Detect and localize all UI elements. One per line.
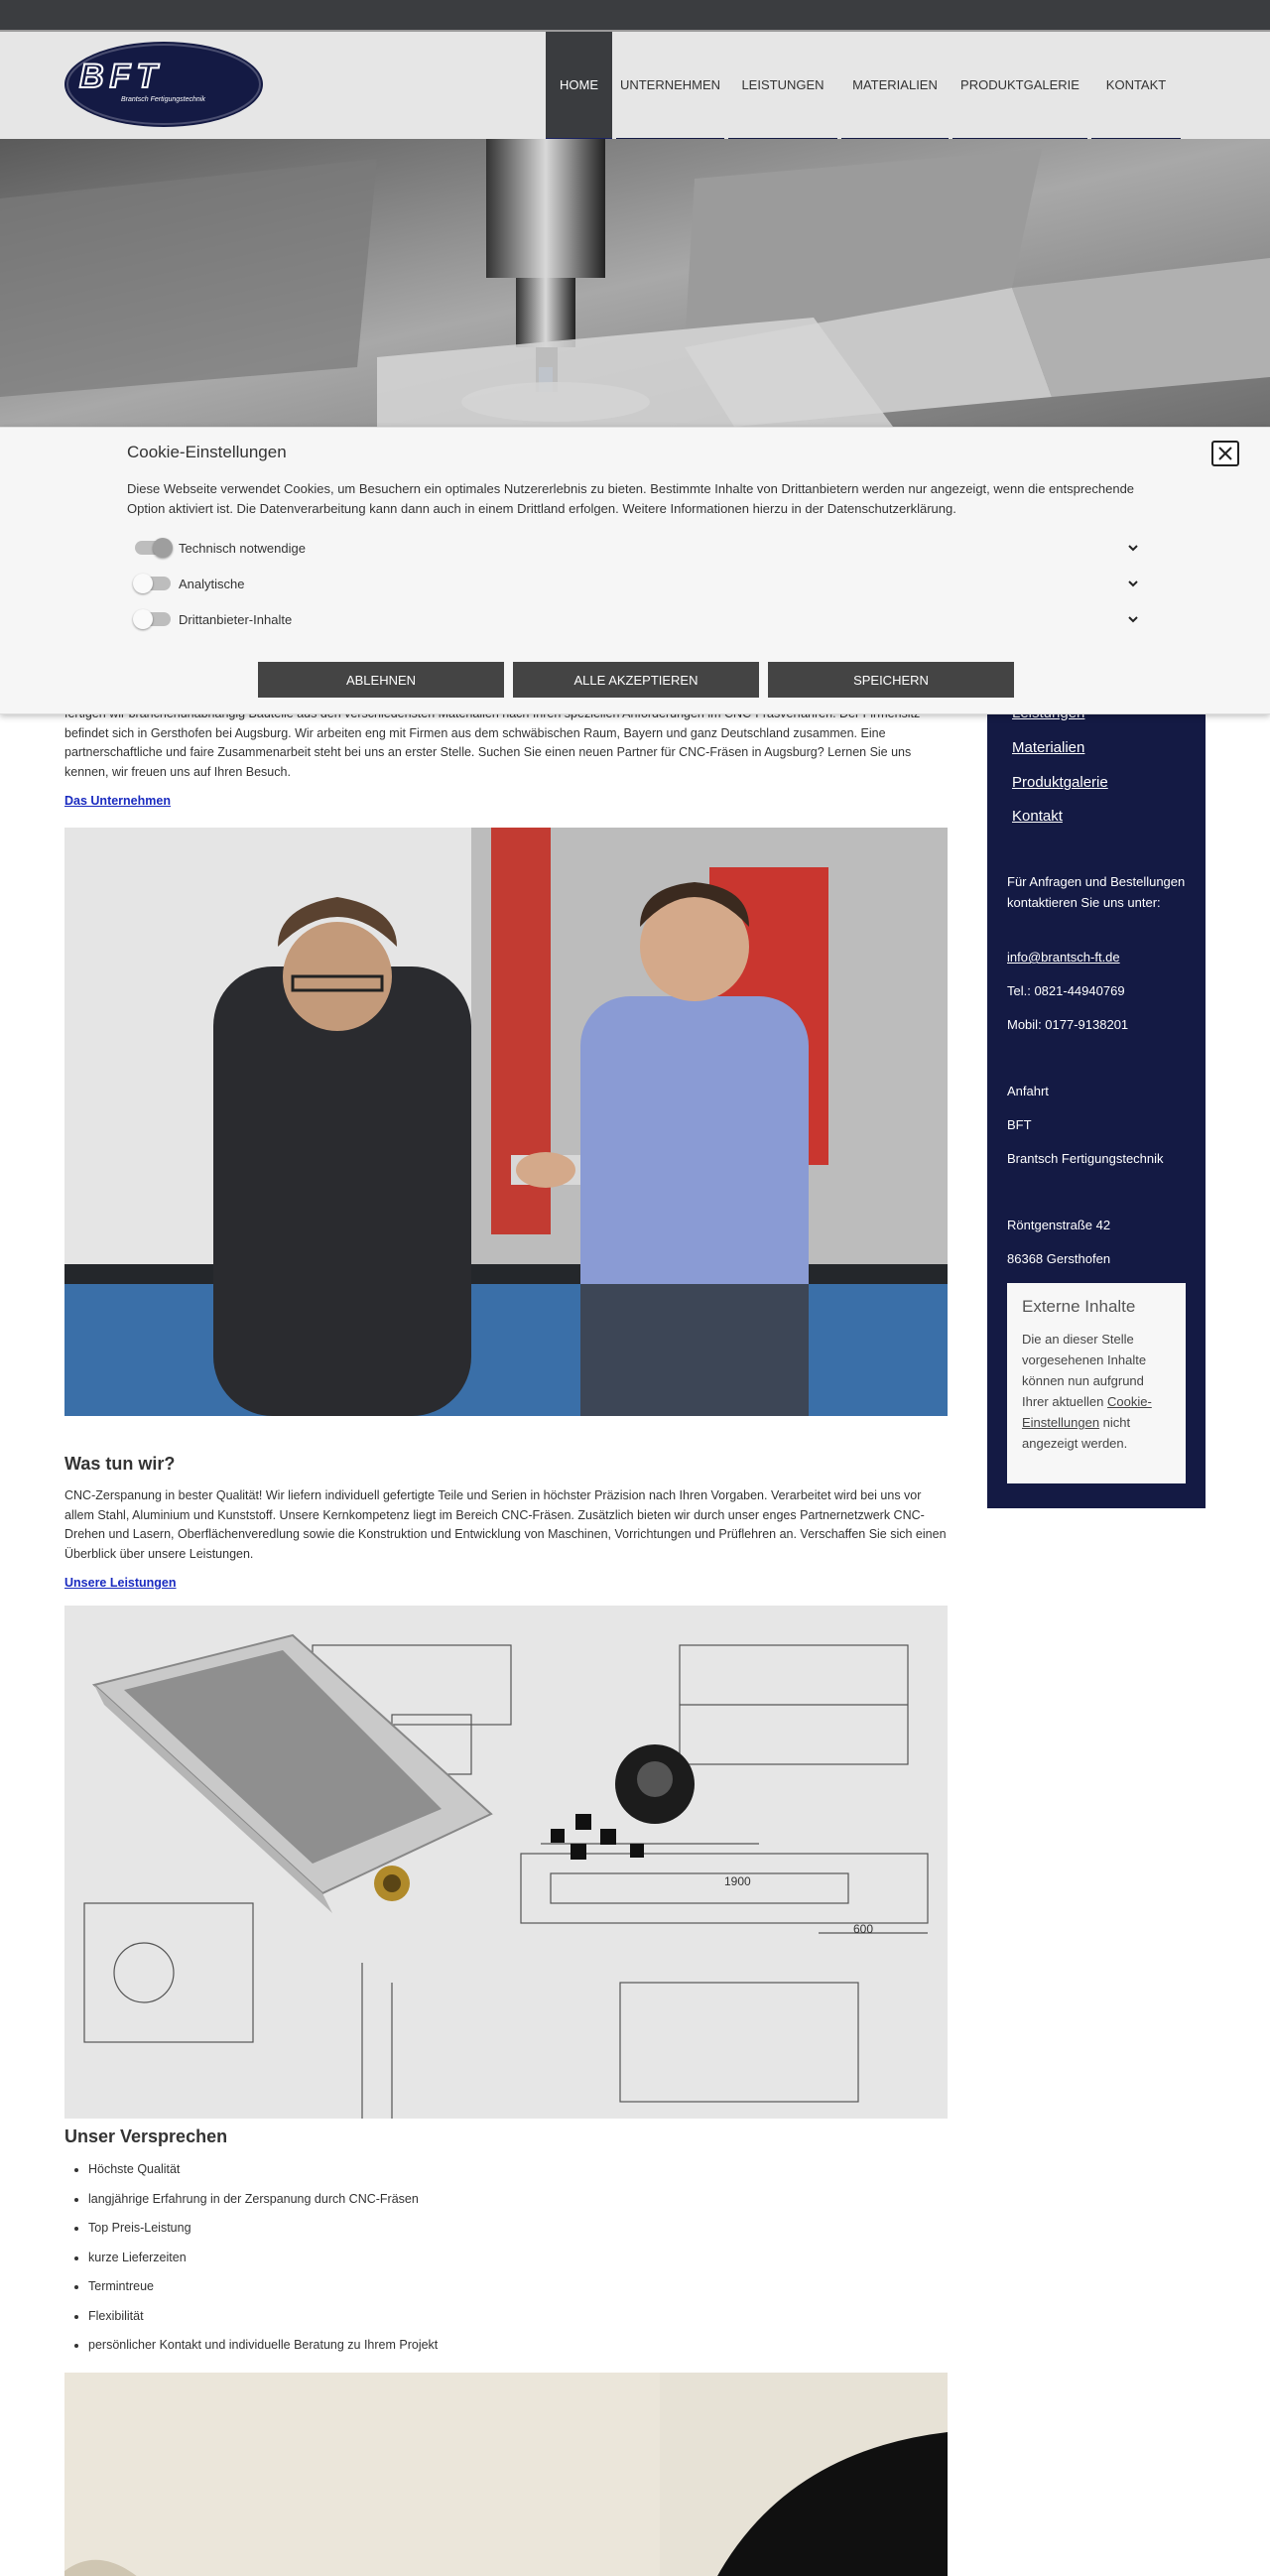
cookie-settings-link[interactable]: Cookie-Einstellungen: [1022, 1394, 1152, 1430]
nav-kontakt[interactable]: KONTAKT: [1091, 32, 1181, 141]
list-item: • Höchste Qualität: [88, 2155, 948, 2185]
list-item: • Flexibilität: [88, 2302, 948, 2332]
directions-label: Anfahrt: [1007, 1084, 1049, 1098]
external-text-before: Die an dieser Stelle vorgesehenen Inhalte können nun aufgrund Ihrer aktuellen: [1022, 1332, 1147, 1409]
external-content-box: [1007, 1283, 1186, 1483]
email-link[interactable]: info@brantsch-ft.de: [1007, 950, 1120, 965]
external-content-title: Externe Inhalte: [1022, 1297, 1136, 1316]
nav-materialien[interactable]: MATERIALIEN: [841, 32, 949, 141]
external-text-after: nicht angezeigt werden.: [1022, 1415, 1131, 1451]
sidebar-item-materialien[interactable]: Materialien: [1012, 739, 1085, 756]
company-link[interactable]: Das Unternehmen: [64, 794, 171, 808]
save-button[interactable]: SPEICHERN: [768, 662, 1014, 698]
phone: Tel.: 0821-44940769: [1007, 983, 1125, 998]
cookie-text: Diese Webseite verwendet Cookies, um Besuchern ein optimales Nutzererlebnis zu bieten. Bestimmte Inhalte von Drittanbietern werden nur angezeigt, wenn die entsprechende Option aktiviert ist. Die Datenverarbeitung kann dann auch in einem Drittland erfolgen. Weitere Informationen hierzu in der Datenschutzerklärung.: [127, 481, 1135, 516]
nav-unternehmen[interactable]: UNTERNEHMEN: [616, 32, 724, 141]
cookie-option-label: Drittanbieter-Inhalte: [179, 611, 293, 627]
blueprint-photo: [64, 1606, 948, 2119]
intro-text: befindet sich in Gersthofen bei Augsburg. Wir arbeiten eng mit Firmen aus dem schwäbischen Raum, Bayern und ganz Deutschland zusammen. Eine partnerschaftliche und faire Zusammenarbeit steht bei uns an erster Stelle. Suchen Sie einen neuen Partner für CNC-Fräsen in Augsburg? Lernen Sie uns kennen, wir freuen uns auf Ihren Besuch.: [64, 725, 912, 779]
bft-logo[interactable]: [64, 40, 264, 129]
svg-text:BFT: BFT: [79, 58, 164, 95]
svg-text:1900: 1900: [724, 1874, 751, 1888]
toggle-analytics[interactable]: [135, 577, 171, 590]
list-item: • persönlicher Kontakt und individuelle Beratung zu Ihrem Projekt: [88, 2331, 948, 2361]
street: Röntgenstraße 42: [1007, 1218, 1111, 1232]
chevron-down-icon[interactable]: [1127, 542, 1139, 554]
cookie-buttons: [258, 662, 1014, 698]
hero-image: [0, 139, 1270, 427]
list-item: • Top Preis-Leistung: [88, 2214, 948, 2244]
bottom-photo: [64, 2373, 948, 2576]
list-item: • langjährige Erfahrung in der Zerspanung durch CNC-Fräsen: [88, 2185, 948, 2215]
toggle-necessary[interactable]: [135, 541, 171, 555]
contact-intro: Für Anfragen und Bestellungen kontaktieren Sie uns unter:: [1007, 874, 1186, 910]
sidebar: [987, 705, 1206, 1508]
sidebar-item-kontakt[interactable]: Kontakt: [1012, 808, 1063, 825]
main-nav: [546, 32, 1185, 141]
cookie-banner: [0, 427, 1270, 714]
reject-button[interactable]: ABLEHNEN: [258, 662, 504, 698]
cookie-option-analytics[interactable]: [135, 573, 1139, 594]
nav-produktgalerie[interactable]: PRODUKTGALERIE: [952, 32, 1087, 141]
nav-leistungen[interactable]: LEISTUNGEN: [728, 32, 837, 141]
toggle-third-party[interactable]: [135, 612, 171, 626]
svg-text:600: 600: [853, 1922, 874, 1936]
close-icon: [1217, 446, 1233, 461]
company-short: BFT: [1007, 1117, 1032, 1132]
accept-all-button[interactable]: ALLE AKZEPTIEREN: [513, 662, 759, 698]
mobile: Mobil: 0177-9138201: [1007, 1017, 1129, 1032]
cookie-option-label: Technisch notwendige: [179, 540, 306, 556]
services-link[interactable]: Unsere Leistungen: [64, 1576, 177, 1590]
chevron-down-icon[interactable]: [1127, 613, 1139, 625]
team-photo: [64, 828, 948, 1416]
top-bar: [0, 0, 1270, 30]
cookie-option-label: Analytische: [179, 576, 245, 591]
section-title-what: Was tun wir?: [64, 1454, 176, 1474]
close-button[interactable]: [1211, 441, 1239, 466]
svg-text:Brantsch Fertigungstechnik: Brantsch Fertigungstechnik: [121, 96, 205, 103]
chevron-down-icon[interactable]: [1127, 578, 1139, 589]
section-title-promise: Unser Versprechen: [64, 2126, 228, 2146]
cookie-option-necessary[interactable]: [135, 537, 1139, 559]
external-content-text: [1022, 1329, 1171, 1454]
city: 86368 Gersthofen: [1007, 1251, 1111, 1266]
cookie-title: Cookie-Einstellungen: [127, 443, 287, 461]
main-content: [64, 705, 948, 2576]
cookie-option-third-party[interactable]: [135, 608, 1139, 630]
sidebar-item-produktgalerie[interactable]: Produktgalerie: [1012, 774, 1108, 791]
list-item: • kurze Lieferzeiten: [88, 2244, 948, 2273]
list-item: • Termintreue: [88, 2272, 948, 2302]
section-text-what: CNC-Zerspanung in bester Qualität! Wir liefern individuell gefertigte Teile und Serien in höchster Präzision nach Ihren Vorgaben. Verarbeitet wird bei uns vor allem Stahl, Aluminium und Kunststoff. Unsere Kernkompetenz liegt im Bereich CNC-Fräsen. Zusätzlich bieten wir durch unser enges Partnernetzwerk CNC-Drehen und Lasern, Oberflächenveredlung sowie die Konstruktion und Entwicklung von Maschinen, Vorrichtungen und Prüflehren an. Verschaffen Sie sich einen Überblick über unsere Leistungen.: [64, 1488, 947, 1561]
nav-home[interactable]: HOME: [546, 32, 612, 141]
company-full: Brantsch Fertigungstechnik: [1007, 1151, 1164, 1166]
promise-list: [64, 2155, 948, 2361]
